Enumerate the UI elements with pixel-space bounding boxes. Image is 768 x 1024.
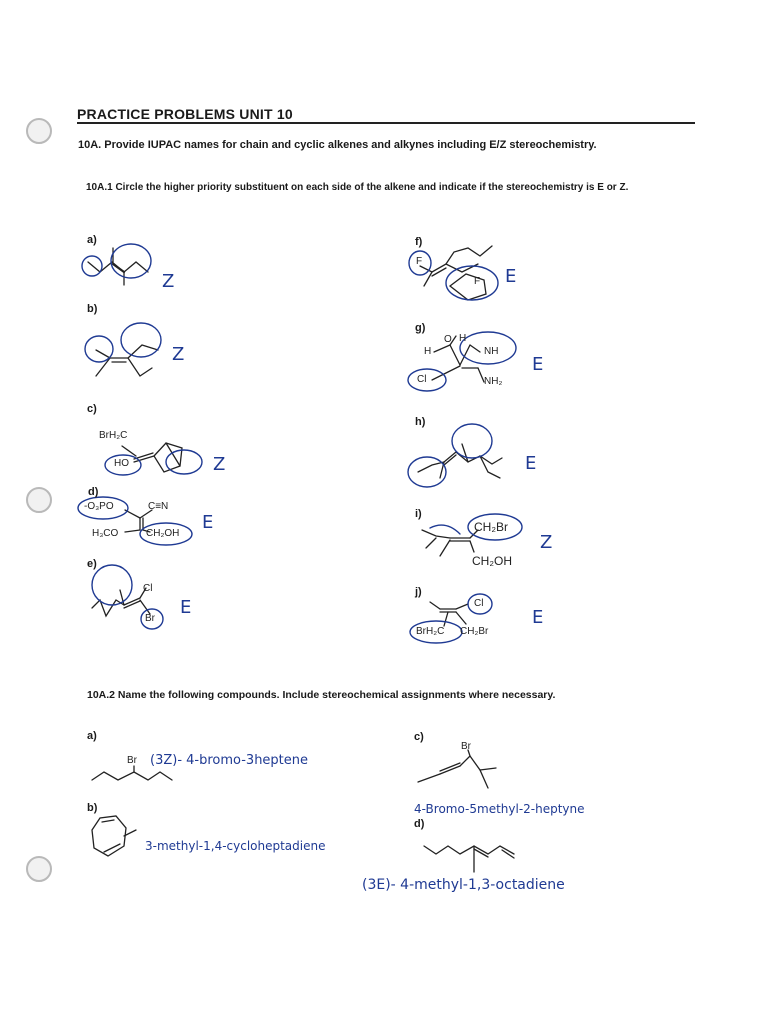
problem-2c-label: c) — [414, 731, 424, 743]
structure-f — [420, 246, 492, 300]
structure-g — [432, 336, 484, 382]
problem-g-group-o: O — [444, 334, 452, 345]
problem-f-group-f2: F — [474, 276, 481, 287]
problem-2b-label: b) — [87, 802, 98, 814]
problem-c-answer: Z — [213, 454, 226, 475]
section-10a2-instructions: 10A.2 Name the following compounds. Include stereochemical assignments where necessary. — [87, 689, 556, 701]
problem-g-group-nh2: NH₂ — [484, 376, 503, 387]
section-10a-heading: 10A. Provide IUPAC names for chain and cyclic alkenes and alkynes including E/Z stereochemistry. — [78, 139, 597, 151]
page-title: PRACTICE PROBLEMS UNIT 10 — [77, 106, 293, 122]
problem-i-group-ch2br: CH₂Br — [474, 520, 508, 534]
problem-i-answer: Z — [540, 532, 553, 553]
problem-g-group-h-top: H — [459, 333, 467, 344]
structure-2a — [92, 766, 172, 780]
problem-2a-group-br: Br — [127, 755, 137, 766]
problem-2a-label: a) — [87, 730, 97, 742]
problem-e-answer: E — [180, 597, 192, 618]
problem-2d-label: d) — [414, 818, 425, 830]
problem-g-group-cl: Cl — [417, 374, 427, 385]
problem-e-label: e) — [87, 558, 97, 570]
problem-c-label: c) — [87, 403, 97, 415]
problem-c-group-ho: HO — [114, 458, 129, 469]
structure-a — [88, 248, 148, 285]
problem-a-answer: Z — [162, 271, 175, 292]
problem-g-group-h-left: H — [424, 346, 432, 357]
problem-e-group-cl: Cl — [143, 583, 153, 594]
problem-h-label: h) — [415, 416, 426, 428]
problem-d-group-cn: C≡N — [148, 501, 169, 512]
problem-j-group-ch2br: CH₂Br — [460, 626, 489, 637]
problem-2c-answer: 4-Bromo-5methyl-2-heptyne — [414, 802, 585, 816]
problem-i-group-ch2oh: CH₂OH — [472, 554, 512, 568]
problem-j-label: j) — [415, 586, 422, 598]
problem-c-group-brh2c: BrH₂C — [99, 430, 128, 441]
problem-f-answer: E — [505, 266, 517, 287]
structure-i — [422, 530, 478, 556]
problem-i-label: i) — [415, 508, 422, 520]
problem-d-group-ch2oh: CH₂OH — [146, 528, 180, 539]
problem-b-answer: Z — [172, 344, 185, 365]
problem-d-group-h3co: H₃CO — [92, 528, 119, 539]
problem-2c-group-br: Br — [461, 741, 471, 752]
problem-2b-answer: 3-methyl-1,4-cycloheptadiene — [145, 839, 326, 853]
problem-f-label: f) — [415, 236, 423, 248]
structure-2c — [418, 750, 496, 788]
structure-2b — [92, 816, 136, 856]
problem-h-answer: E — [525, 453, 537, 474]
problem-a-label: a) — [87, 234, 97, 246]
section-10a1-instructions: 10A.1 Circle the higher priority substituent on each side of the alkene and indicate if the stereochemistry is E or Z. — [86, 182, 629, 193]
problem-d-label: d) — [88, 486, 99, 498]
problem-f-group-f1: F — [416, 256, 423, 267]
structure-c — [122, 443, 182, 472]
problem-e-group-br: Br — [145, 613, 155, 624]
problem-j-answer: E — [532, 607, 544, 628]
problem-g-label: g) — [415, 322, 426, 334]
problem-d-answer: E — [202, 512, 214, 533]
problem-b-label: b) — [87, 303, 98, 315]
problem-d-group-o3po: -O₃PO — [84, 501, 114, 512]
problem-g-group-nh: NH — [484, 346, 499, 357]
problem-j-group-brh2c: BrH₂C — [416, 626, 445, 637]
structure-2d — [424, 846, 514, 872]
problem-g-answer: E — [532, 354, 544, 375]
problem-j-group-cl: Cl — [474, 598, 484, 609]
problem-2d-answer: (3E)- 4-methyl-1,3-octadiene — [362, 877, 565, 893]
problem-2a-answer: (3Z)- 4-bromo-3heptene — [150, 753, 309, 768]
